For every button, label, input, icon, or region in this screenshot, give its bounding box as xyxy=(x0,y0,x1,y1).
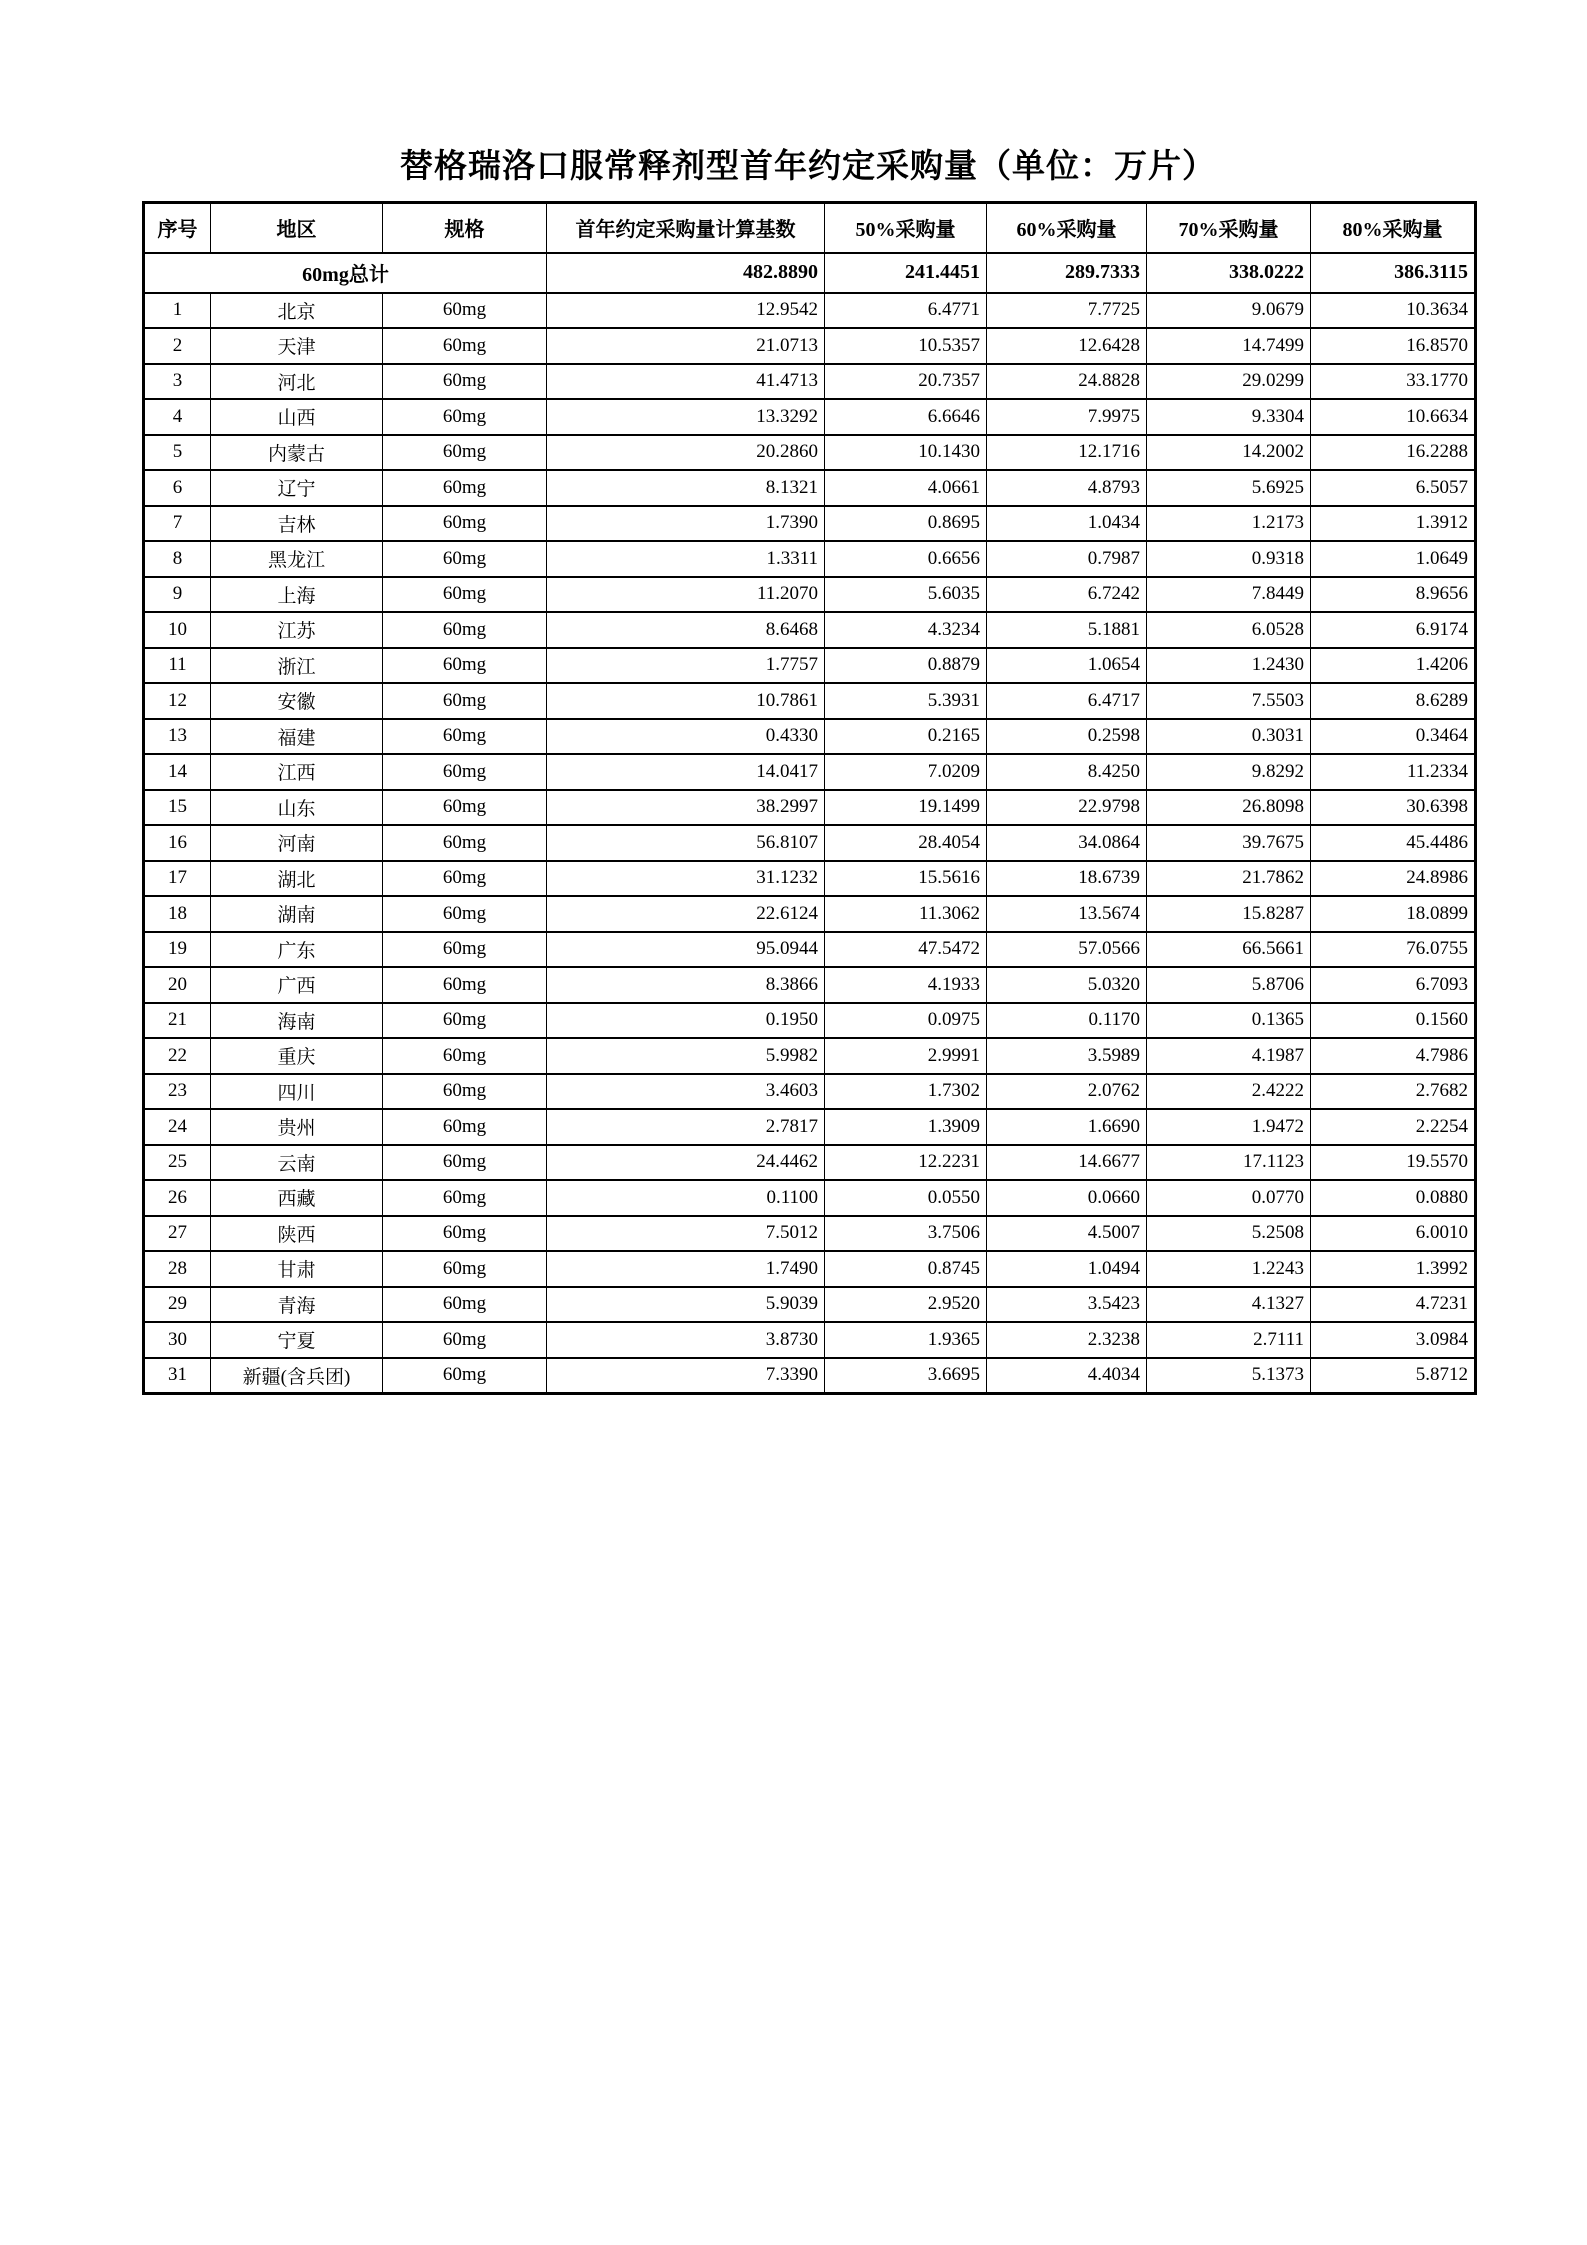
base-value-cell: 0.1950 xyxy=(547,1003,825,1039)
base-value-cell: 95.0944 xyxy=(547,932,825,968)
value-60pct-cell: 3.5423 xyxy=(987,1287,1147,1323)
region-cell: 上海 xyxy=(211,577,383,613)
row-index-cell: 7 xyxy=(144,506,211,542)
document-body xyxy=(142,140,1474,1395)
value-60pct-cell: 0.1170 xyxy=(987,1003,1147,1039)
row-index-cell: 2 xyxy=(144,328,211,364)
col-header-base: 首年约定采购量计算基数 xyxy=(547,203,825,253)
value-70pct-cell: 0.9318 xyxy=(1147,541,1311,577)
base-value-cell: 31.1232 xyxy=(547,861,825,897)
row-index-cell: 20 xyxy=(144,967,211,1003)
table-row xyxy=(144,1003,1476,1039)
value-50pct-cell: 3.6695 xyxy=(825,1358,987,1394)
base-value-cell: 3.8730 xyxy=(547,1322,825,1358)
value-80pct-cell: 8.9656 xyxy=(1311,577,1476,613)
region-cell: 宁夏 xyxy=(211,1322,383,1358)
value-50pct-cell: 0.6656 xyxy=(825,541,987,577)
region-cell: 福建 xyxy=(211,719,383,755)
value-80pct-cell: 11.2334 xyxy=(1311,754,1476,790)
table-row xyxy=(144,967,1476,1003)
base-value-cell: 8.1321 xyxy=(547,470,825,506)
spec-cell: 60mg xyxy=(383,1287,547,1323)
value-80pct-cell: 18.0899 xyxy=(1311,896,1476,932)
row-index-cell: 26 xyxy=(144,1180,211,1216)
spec-cell: 60mg xyxy=(383,1003,547,1039)
spec-cell: 60mg xyxy=(383,1038,547,1074)
value-70pct-cell: 0.0770 xyxy=(1147,1180,1311,1216)
base-value-cell: 1.7757 xyxy=(547,648,825,684)
region-cell: 青海 xyxy=(211,1287,383,1323)
region-cell: 新疆(含兵团) xyxy=(211,1358,383,1394)
base-value-cell: 38.2997 xyxy=(547,790,825,826)
base-value-cell: 7.5012 xyxy=(547,1216,825,1252)
value-70pct-cell: 5.6925 xyxy=(1147,470,1311,506)
region-cell: 广西 xyxy=(211,967,383,1003)
value-50pct-cell: 0.0975 xyxy=(825,1003,987,1039)
spec-cell: 60mg xyxy=(383,399,547,435)
summary-50pct-value: 241.4451 xyxy=(825,253,987,293)
table-row xyxy=(144,896,1476,932)
value-80pct-cell: 0.3464 xyxy=(1311,719,1476,755)
value-60pct-cell: 6.4717 xyxy=(987,683,1147,719)
table-row xyxy=(144,328,1476,364)
value-50pct-cell: 1.7302 xyxy=(825,1074,987,1110)
value-80pct-cell: 10.6634 xyxy=(1311,399,1476,435)
table-row xyxy=(144,825,1476,861)
value-70pct-cell: 4.1987 xyxy=(1147,1038,1311,1074)
value-50pct-cell: 4.3234 xyxy=(825,612,987,648)
value-70pct-cell: 9.8292 xyxy=(1147,754,1311,790)
row-index-cell: 24 xyxy=(144,1109,211,1145)
value-60pct-cell: 12.1716 xyxy=(987,435,1147,471)
value-60pct-cell: 4.5007 xyxy=(987,1216,1147,1252)
spec-cell: 60mg xyxy=(383,541,547,577)
value-50pct-cell: 3.7506 xyxy=(825,1216,987,1252)
summary-80pct-value: 386.3115 xyxy=(1311,253,1476,293)
value-50pct-cell: 0.8695 xyxy=(825,506,987,542)
base-value-cell: 11.2070 xyxy=(547,577,825,613)
value-70pct-cell: 5.8706 xyxy=(1147,967,1311,1003)
col-header-index: 序号 xyxy=(144,203,211,253)
spec-cell: 60mg xyxy=(383,683,547,719)
value-50pct-cell: 47.5472 xyxy=(825,932,987,968)
value-50pct-cell: 20.7357 xyxy=(825,364,987,400)
value-60pct-cell: 0.2598 xyxy=(987,719,1147,755)
col-header-80pct: 80%采购量 xyxy=(1311,203,1476,253)
value-80pct-cell: 0.1560 xyxy=(1311,1003,1476,1039)
value-80pct-cell: 16.2288 xyxy=(1311,435,1476,471)
value-70pct-cell: 0.1365 xyxy=(1147,1003,1311,1039)
value-50pct-cell: 10.1430 xyxy=(825,435,987,471)
table-row xyxy=(144,1180,1476,1216)
value-60pct-cell: 7.7725 xyxy=(987,293,1147,329)
spec-cell: 60mg xyxy=(383,470,547,506)
row-index-cell: 19 xyxy=(144,932,211,968)
value-80pct-cell: 1.3992 xyxy=(1311,1251,1476,1287)
table-row xyxy=(144,932,1476,968)
region-cell: 江西 xyxy=(211,754,383,790)
col-header-region: 地区 xyxy=(211,203,383,253)
row-index-cell: 5 xyxy=(144,435,211,471)
value-50pct-cell: 15.5616 xyxy=(825,861,987,897)
region-cell: 湖北 xyxy=(211,861,383,897)
row-index-cell: 15 xyxy=(144,790,211,826)
value-70pct-cell: 17.1123 xyxy=(1147,1145,1311,1181)
region-cell: 海南 xyxy=(211,1003,383,1039)
base-value-cell: 8.3866 xyxy=(547,967,825,1003)
spec-cell: 60mg xyxy=(383,1322,547,1358)
region-cell: 四川 xyxy=(211,1074,383,1110)
value-60pct-cell: 8.4250 xyxy=(987,754,1147,790)
base-value-cell: 21.0713 xyxy=(547,328,825,364)
value-80pct-cell: 4.7231 xyxy=(1311,1287,1476,1323)
value-60pct-cell: 5.0320 xyxy=(987,967,1147,1003)
value-80pct-cell: 1.4206 xyxy=(1311,648,1476,684)
spec-cell: 60mg xyxy=(383,790,547,826)
value-50pct-cell: 1.3909 xyxy=(825,1109,987,1145)
value-60pct-cell: 6.7242 xyxy=(987,577,1147,613)
table-header-row xyxy=(144,203,1476,253)
value-80pct-cell: 6.7093 xyxy=(1311,967,1476,1003)
value-80pct-cell: 30.6398 xyxy=(1311,790,1476,826)
row-index-cell: 16 xyxy=(144,825,211,861)
base-value-cell: 7.3390 xyxy=(547,1358,825,1394)
base-value-cell: 1.3311 xyxy=(547,541,825,577)
base-value-cell: 13.3292 xyxy=(547,399,825,435)
row-index-cell: 23 xyxy=(144,1074,211,1110)
base-value-cell: 24.4462 xyxy=(547,1145,825,1181)
region-cell: 甘肃 xyxy=(211,1251,383,1287)
value-60pct-cell: 0.7987 xyxy=(987,541,1147,577)
base-value-cell: 20.2860 xyxy=(547,435,825,471)
spec-cell: 60mg xyxy=(383,825,547,861)
value-70pct-cell: 9.0679 xyxy=(1147,293,1311,329)
value-80pct-cell: 1.3912 xyxy=(1311,506,1476,542)
value-60pct-cell: 1.0494 xyxy=(987,1251,1147,1287)
value-80pct-cell: 6.5057 xyxy=(1311,470,1476,506)
row-index-cell: 31 xyxy=(144,1358,211,1394)
value-70pct-cell: 7.5503 xyxy=(1147,683,1311,719)
region-cell: 西藏 xyxy=(211,1180,383,1216)
row-index-cell: 4 xyxy=(144,399,211,435)
row-index-cell: 17 xyxy=(144,861,211,897)
value-70pct-cell: 1.2173 xyxy=(1147,506,1311,542)
row-index-cell: 6 xyxy=(144,470,211,506)
row-index-cell: 13 xyxy=(144,719,211,755)
value-70pct-cell: 5.1373 xyxy=(1147,1358,1311,1394)
region-cell: 吉林 xyxy=(211,506,383,542)
value-60pct-cell: 1.0654 xyxy=(987,648,1147,684)
spec-cell: 60mg xyxy=(383,648,547,684)
spec-cell: 60mg xyxy=(383,861,547,897)
value-60pct-cell: 24.8828 xyxy=(987,364,1147,400)
spec-cell: 60mg xyxy=(383,612,547,648)
value-50pct-cell: 2.9520 xyxy=(825,1287,987,1323)
table-row xyxy=(144,399,1476,435)
region-cell: 黑龙江 xyxy=(211,541,383,577)
value-60pct-cell: 3.5989 xyxy=(987,1038,1147,1074)
row-index-cell: 21 xyxy=(144,1003,211,1039)
summary-base-value: 482.8890 xyxy=(547,253,825,293)
base-value-cell: 10.7861 xyxy=(547,683,825,719)
spec-cell: 60mg xyxy=(383,1251,547,1287)
base-value-cell: 41.4713 xyxy=(547,364,825,400)
row-index-cell: 27 xyxy=(144,1216,211,1252)
value-50pct-cell: 2.9991 xyxy=(825,1038,987,1074)
spec-cell: 60mg xyxy=(383,967,547,1003)
spec-cell: 60mg xyxy=(383,896,547,932)
table-row xyxy=(144,1287,1476,1323)
col-header-50pct: 50%采购量 xyxy=(825,203,987,253)
table-row xyxy=(144,470,1476,506)
value-60pct-cell: 2.0762 xyxy=(987,1074,1147,1110)
region-cell: 重庆 xyxy=(211,1038,383,1074)
row-index-cell: 22 xyxy=(144,1038,211,1074)
spec-cell: 60mg xyxy=(383,754,547,790)
table-row xyxy=(144,293,1476,329)
row-index-cell: 25 xyxy=(144,1145,211,1181)
table-row xyxy=(144,648,1476,684)
table-row xyxy=(144,612,1476,648)
value-50pct-cell: 0.0550 xyxy=(825,1180,987,1216)
spec-cell: 60mg xyxy=(383,1074,547,1110)
value-70pct-cell: 2.7111 xyxy=(1147,1322,1311,1358)
table-row xyxy=(144,754,1476,790)
value-50pct-cell: 0.8879 xyxy=(825,648,987,684)
page-title: 替格瑞洛口服常释剂型首年约定采购量（单位：万片） xyxy=(400,149,1216,185)
base-value-cell: 0.1100 xyxy=(547,1180,825,1216)
region-cell: 湖南 xyxy=(211,896,383,932)
base-value-cell: 56.8107 xyxy=(547,825,825,861)
row-index-cell: 29 xyxy=(144,1287,211,1323)
row-index-cell: 1 xyxy=(144,293,211,329)
value-80pct-cell: 4.7986 xyxy=(1311,1038,1476,1074)
value-70pct-cell: 21.7862 xyxy=(1147,861,1311,897)
base-value-cell: 2.7817 xyxy=(547,1109,825,1145)
table-body xyxy=(144,293,1476,1394)
spec-cell: 60mg xyxy=(383,1358,547,1394)
value-80pct-cell: 16.8570 xyxy=(1311,328,1476,364)
value-60pct-cell: 4.4034 xyxy=(987,1358,1147,1394)
value-60pct-cell: 2.3238 xyxy=(987,1322,1147,1358)
value-60pct-cell: 13.5674 xyxy=(987,896,1147,932)
base-value-cell: 1.7490 xyxy=(547,1251,825,1287)
row-index-cell: 8 xyxy=(144,541,211,577)
value-80pct-cell: 45.4486 xyxy=(1311,825,1476,861)
region-cell: 天津 xyxy=(211,328,383,364)
value-80pct-cell: 33.1770 xyxy=(1311,364,1476,400)
value-60pct-cell: 7.9975 xyxy=(987,399,1147,435)
value-70pct-cell: 1.2243 xyxy=(1147,1251,1311,1287)
base-value-cell: 12.9542 xyxy=(547,293,825,329)
value-50pct-cell: 1.9365 xyxy=(825,1322,987,1358)
table-row xyxy=(144,435,1476,471)
value-70pct-cell: 4.1327 xyxy=(1147,1287,1311,1323)
table-row xyxy=(144,1074,1476,1110)
value-70pct-cell: 39.7675 xyxy=(1147,825,1311,861)
spec-cell: 60mg xyxy=(383,1109,547,1145)
value-50pct-cell: 11.3062 xyxy=(825,896,987,932)
value-70pct-cell: 0.3031 xyxy=(1147,719,1311,755)
spec-cell: 60mg xyxy=(383,719,547,755)
spec-cell: 60mg xyxy=(383,932,547,968)
table-row xyxy=(144,1038,1476,1074)
value-70pct-cell: 15.8287 xyxy=(1147,896,1311,932)
base-value-cell: 1.7390 xyxy=(547,506,825,542)
value-70pct-cell: 14.2002 xyxy=(1147,435,1311,471)
value-50pct-cell: 4.0661 xyxy=(825,470,987,506)
summary-70pct-value: 338.0222 xyxy=(1147,253,1311,293)
value-80pct-cell: 10.3634 xyxy=(1311,293,1476,329)
value-60pct-cell: 18.6739 xyxy=(987,861,1147,897)
value-60pct-cell: 14.6677 xyxy=(987,1145,1147,1181)
value-60pct-cell: 5.1881 xyxy=(987,612,1147,648)
row-index-cell: 9 xyxy=(144,577,211,613)
row-index-cell: 12 xyxy=(144,683,211,719)
table-row xyxy=(144,683,1476,719)
value-60pct-cell: 0.0660 xyxy=(987,1180,1147,1216)
value-80pct-cell: 0.0880 xyxy=(1311,1180,1476,1216)
region-cell: 云南 xyxy=(211,1145,383,1181)
region-cell: 河南 xyxy=(211,825,383,861)
spec-cell: 60mg xyxy=(383,293,547,329)
table-row xyxy=(144,1216,1476,1252)
row-index-cell: 11 xyxy=(144,648,211,684)
spec-cell: 60mg xyxy=(383,435,547,471)
value-80pct-cell: 19.5570 xyxy=(1311,1145,1476,1181)
row-index-cell: 10 xyxy=(144,612,211,648)
base-value-cell: 22.6124 xyxy=(547,896,825,932)
value-50pct-cell: 12.2231 xyxy=(825,1145,987,1181)
region-cell: 江苏 xyxy=(211,612,383,648)
table-row xyxy=(144,1358,1476,1394)
value-80pct-cell: 76.0755 xyxy=(1311,932,1476,968)
value-80pct-cell: 1.0649 xyxy=(1311,541,1476,577)
value-80pct-cell: 3.0984 xyxy=(1311,1322,1476,1358)
base-value-cell: 5.9039 xyxy=(547,1287,825,1323)
spec-cell: 60mg xyxy=(383,506,547,542)
value-60pct-cell: 12.6428 xyxy=(987,328,1147,364)
value-80pct-cell: 6.9174 xyxy=(1311,612,1476,648)
row-index-cell: 30 xyxy=(144,1322,211,1358)
value-70pct-cell: 1.9472 xyxy=(1147,1109,1311,1145)
value-60pct-cell: 1.6690 xyxy=(987,1109,1147,1145)
value-70pct-cell: 66.5661 xyxy=(1147,932,1311,968)
col-header-60pct: 60%采购量 xyxy=(987,203,1147,253)
value-70pct-cell: 6.0528 xyxy=(1147,612,1311,648)
value-50pct-cell: 6.4771 xyxy=(825,293,987,329)
table-row xyxy=(144,1109,1476,1145)
region-cell: 辽宁 xyxy=(211,470,383,506)
value-70pct-cell: 29.0299 xyxy=(1147,364,1311,400)
value-50pct-cell: 28.4054 xyxy=(825,825,987,861)
region-cell: 河北 xyxy=(211,364,383,400)
value-50pct-cell: 0.2165 xyxy=(825,719,987,755)
base-value-cell: 14.0417 xyxy=(547,754,825,790)
value-50pct-cell: 10.5357 xyxy=(825,328,987,364)
table-row xyxy=(144,1145,1476,1181)
table-row xyxy=(144,577,1476,613)
value-80pct-cell: 2.2254 xyxy=(1311,1109,1476,1145)
summary-60pct-value: 289.7333 xyxy=(987,253,1147,293)
value-80pct-cell: 2.7682 xyxy=(1311,1074,1476,1110)
table-row xyxy=(144,541,1476,577)
spec-cell: 60mg xyxy=(383,1180,547,1216)
value-60pct-cell: 22.9798 xyxy=(987,790,1147,826)
base-value-cell: 8.6468 xyxy=(547,612,825,648)
spec-cell: 60mg xyxy=(383,1216,547,1252)
table-row xyxy=(144,1322,1476,1358)
row-index-cell: 28 xyxy=(144,1251,211,1287)
procurement-table xyxy=(142,201,1477,1395)
value-60pct-cell: 57.0566 xyxy=(987,932,1147,968)
row-index-cell: 14 xyxy=(144,754,211,790)
value-60pct-cell: 4.8793 xyxy=(987,470,1147,506)
value-70pct-cell: 26.8098 xyxy=(1147,790,1311,826)
value-80pct-cell: 8.6289 xyxy=(1311,683,1476,719)
region-cell: 北京 xyxy=(211,293,383,329)
value-80pct-cell: 6.0010 xyxy=(1311,1216,1476,1252)
spec-cell: 60mg xyxy=(383,577,547,613)
value-70pct-cell: 7.8449 xyxy=(1147,577,1311,613)
table-row xyxy=(144,790,1476,826)
region-cell: 山西 xyxy=(211,399,383,435)
table-row xyxy=(144,719,1476,755)
col-header-spec: 规格 xyxy=(383,203,547,253)
table-row xyxy=(144,861,1476,897)
row-index-cell: 18 xyxy=(144,896,211,932)
base-value-cell: 3.4603 xyxy=(547,1074,825,1110)
value-50pct-cell: 7.0209 xyxy=(825,754,987,790)
summary-label: 60mg总计 xyxy=(144,253,547,293)
region-cell: 山东 xyxy=(211,790,383,826)
value-60pct-cell: 34.0864 xyxy=(987,825,1147,861)
value-70pct-cell: 5.2508 xyxy=(1147,1216,1311,1252)
value-50pct-cell: 0.8745 xyxy=(825,1251,987,1287)
table-row xyxy=(144,1251,1476,1287)
region-cell: 安徽 xyxy=(211,683,383,719)
row-index-cell: 3 xyxy=(144,364,211,400)
value-50pct-cell: 5.6035 xyxy=(825,577,987,613)
base-value-cell: 5.9982 xyxy=(547,1038,825,1074)
region-cell: 贵州 xyxy=(211,1109,383,1145)
value-70pct-cell: 2.4222 xyxy=(1147,1074,1311,1110)
value-70pct-cell: 1.2430 xyxy=(1147,648,1311,684)
value-50pct-cell: 6.6646 xyxy=(825,399,987,435)
region-cell: 广东 xyxy=(211,932,383,968)
value-60pct-cell: 1.0434 xyxy=(987,506,1147,542)
region-cell: 浙江 xyxy=(211,648,383,684)
region-cell: 陕西 xyxy=(211,1216,383,1252)
value-80pct-cell: 24.8986 xyxy=(1311,861,1476,897)
base-value-cell: 0.4330 xyxy=(547,719,825,755)
value-70pct-cell: 9.3304 xyxy=(1147,399,1311,435)
value-50pct-cell: 4.1933 xyxy=(825,967,987,1003)
region-cell: 内蒙古 xyxy=(211,435,383,471)
table-row xyxy=(144,364,1476,400)
value-50pct-cell: 5.3931 xyxy=(825,683,987,719)
spec-cell: 60mg xyxy=(383,1145,547,1181)
col-header-70pct: 70%采购量 xyxy=(1147,203,1311,253)
spec-cell: 60mg xyxy=(383,328,547,364)
value-70pct-cell: 14.7499 xyxy=(1147,328,1311,364)
value-50pct-cell: 19.1499 xyxy=(825,790,987,826)
spec-cell: 60mg xyxy=(383,364,547,400)
value-80pct-cell: 5.8712 xyxy=(1311,1358,1476,1394)
summary-row xyxy=(144,253,1476,293)
table-row xyxy=(144,506,1476,542)
